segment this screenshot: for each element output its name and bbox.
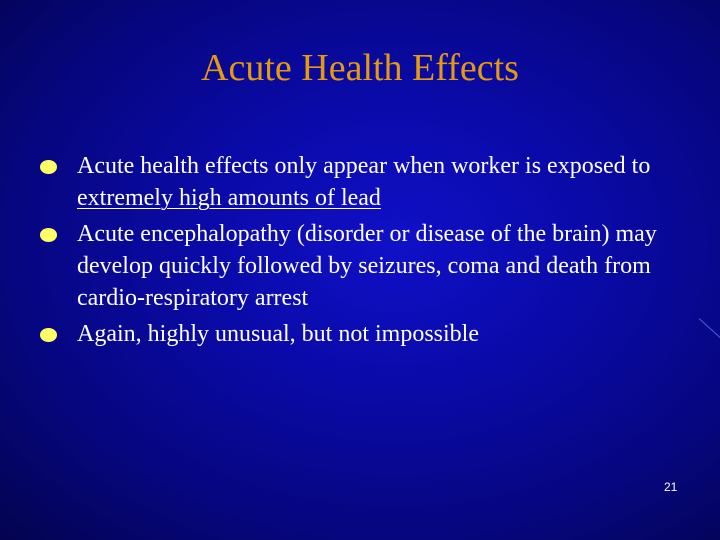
bullet-list <box>40 150 680 354</box>
bullet-item <box>40 150 680 214</box>
bullet-item <box>40 218 680 314</box>
bullet-icon <box>40 228 57 242</box>
decorative-line <box>699 318 720 339</box>
underlined-text: extremely high amounts of lead <box>77 185 381 211</box>
slide-title: Acute Health Effects <box>201 47 519 89</box>
page-number: 21 <box>664 480 678 494</box>
bullet-text: Again, highly unusual, but not impossible <box>77 321 479 347</box>
bullet-icon <box>40 160 57 174</box>
bullet-icon <box>40 328 57 342</box>
bullet-text: Acute health effects only appear when worker is exposed to <box>77 153 651 179</box>
bullet-text: Acute encephalopathy (disorder or disease of the brain) may develop quickly followed by seizures, coma and death from cardio-respiratory arrest <box>77 221 657 311</box>
bullet-item <box>40 318 680 350</box>
